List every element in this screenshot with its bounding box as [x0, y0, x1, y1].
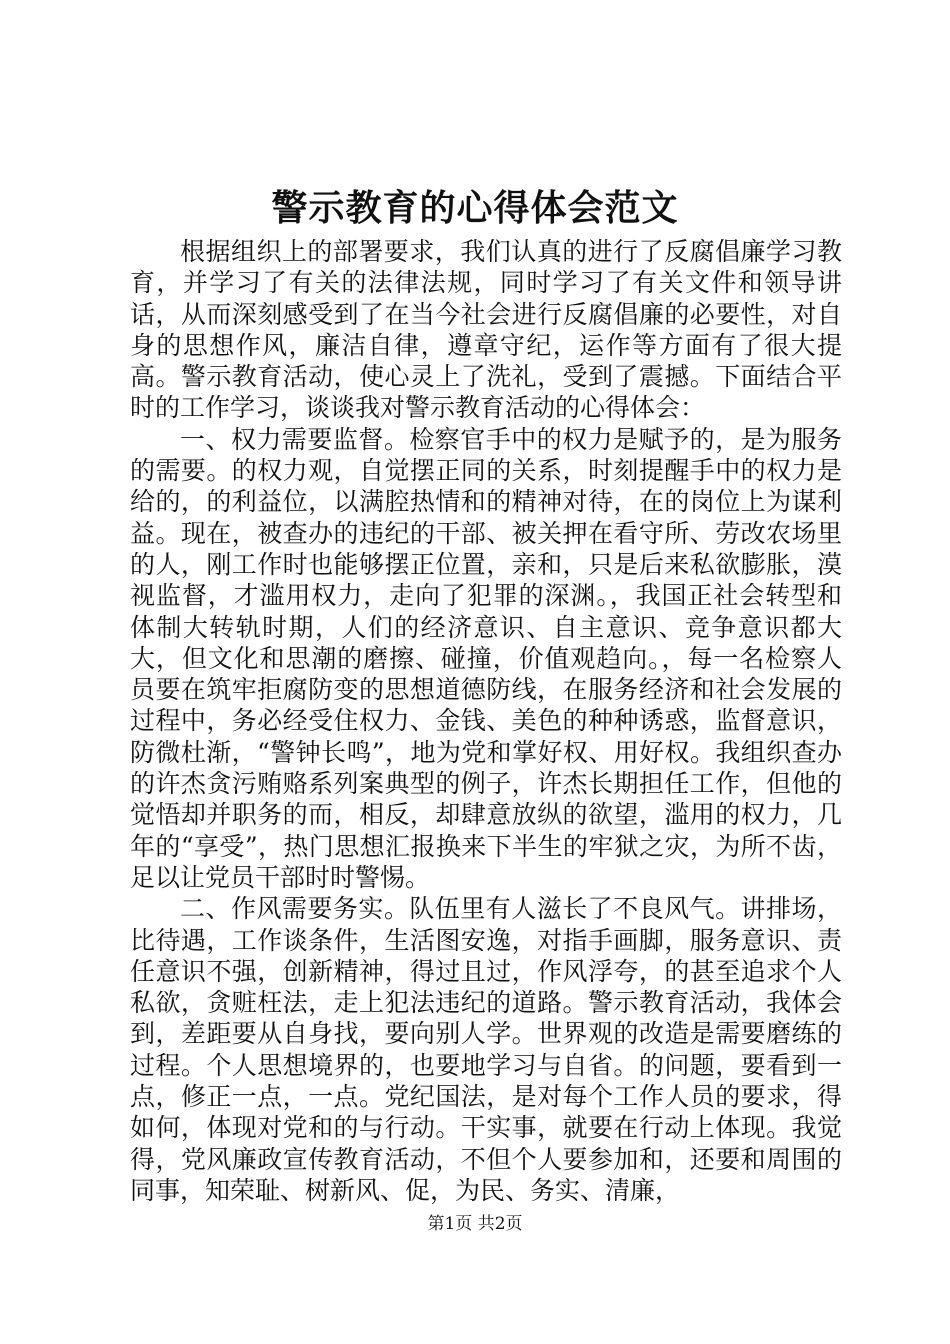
paragraph-power-supervision: 一、权力需要监督。检察官手中的权力是赋予的，是为服务的需要。的权力观，自觉摆正同的关系，时刻提醒手中的权力是给的，的利益位，以满腔热情和的精神对待，在的岗位上为谋利益。现在，被查办的违纪的干部、被关押在看守所、劳改农场里的人，刚工作时也能够摆正位置，亲和，只是后来私欲膨胀，漠视监督，才滥用权力，走向了犯罪的深渊。，我国正社会转型和体制大转轨时期，人们的经济意识、自主意识、竞争意识都大大，但文化和思潮的磨擦、碰撞，价值观趋向。，每一名检察人员要在筑牢拒腐防变的思想道德防线，在服务经济和社会发展的过程中，务必经受住权力、金钱、美色的种种诱惑，监督意识，防微杜渐，“警钟长鸣”，地为党和掌好权、用好权。我组织查办的许杰贪污贿赂系列案典型的例子，许杰长期担任工作，但他的觉悟却并职务的而，相反，却肆意放纵的欲望，滥用的权力，几年的“享受”，热门思想汇报换来下半生的牢狱之灾，为所不齿，足以让党员干部时时警惕。: [130, 424, 842, 892]
paragraph-intro: 根据组织上的部署要求，我们认真的进行了反腐倡廉学习教育，并学习了有关的法律法规，同时学习了有关文件和领导讲话，从而深刻感受到了在当今社会进行反腐倡廉的必要性，对自身的思想作风，廉洁自律，遵章守纪，运作等方面有了很大提高。警示教育活动，使心灵上了洗礼，受到了震撼。下面结合平时的工作学习，谈谈我对警示教育活动的心得体会：: [130, 237, 842, 423]
page-footer: 第1页 共2页: [427, 1214, 523, 1234]
document-title: 警示教育的心得体会范文: [271, 187, 679, 229]
paragraph-style-pragmatic: 二、作风需要务实。队伍里有人滋长了不良风气。讲排场，比待遇，工作谈条件，生活图安逸，对指手画脚，服务意识、责任意识不强，创新精神，得过且过，作风浮夸，的甚至追求个人私欲，贪赃枉法，走上犯法违纪的道路。警示教育活动，我体会到，差距要从自身找，要向别人学。世界观的改造是需要磨练的过程。个人思想境界的，也要地学习与自省。的问题，要看到一点，修正一点，一点。党纪国法，是对每个工作人员的要求，得如何，体现对党和的与行动。干实事，就要在行动上体现。我觉得，党风廉政宣传教育活动，不但个人要参加和，还要和周围的同事，知荣耻、树新风、促，为民、务实、清廉，: [130, 894, 842, 1205]
document-body: [130, 236, 842, 1206]
